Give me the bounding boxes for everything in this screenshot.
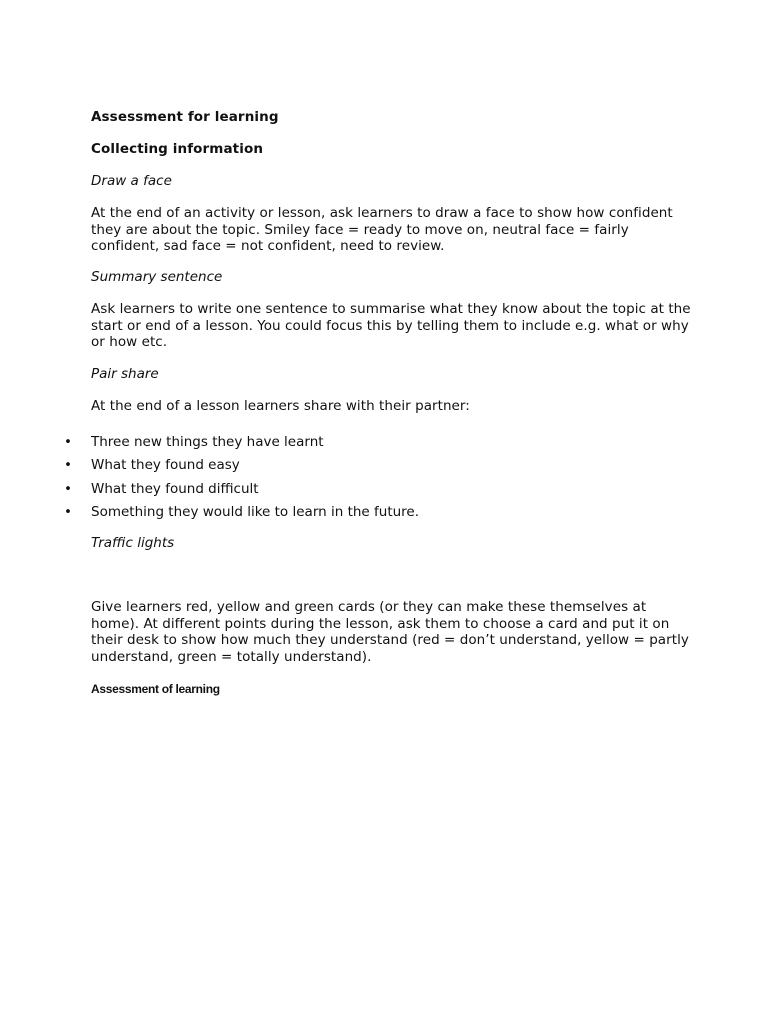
list-item-text: What they found difficult bbox=[91, 481, 259, 497]
paragraph-line: home). At different points during the lesson, ask them to choose a card and put it on bbox=[91, 615, 670, 632]
draw-face-title: Draw a face bbox=[91, 173, 172, 189]
list-item-text: Three new things they have learnt bbox=[91, 434, 324, 450]
bullet-icon: • bbox=[64, 457, 72, 473]
traffic-lights-title: Traffic lights bbox=[91, 535, 175, 551]
paragraph-line: At the end of an activity or lesson, ask learners to draw a face to show how confident bbox=[91, 205, 673, 221]
list-item-text: What they found easy bbox=[91, 457, 240, 473]
draw-face-paragraph bbox=[91, 205, 673, 255]
summary-sentence-paragraph bbox=[91, 301, 691, 351]
bullet-icon: • bbox=[64, 434, 72, 450]
paragraph-line: they are about the topic. Smiley face = ready to move on, neutral face = fairly bbox=[91, 221, 629, 238]
pair-share-title: Pair share bbox=[91, 366, 159, 382]
summary-sentence-title: Summary sentence bbox=[91, 269, 223, 285]
paragraph-line: Give learners red, yellow and green cards (or they can make these themselves at bbox=[91, 599, 647, 615]
pair-share-intro: At the end of a lesson learners share with their partner: bbox=[91, 398, 470, 414]
bullet-icon: • bbox=[64, 481, 72, 497]
bullet-icon: • bbox=[64, 504, 72, 520]
paragraph-line: understand, green = totally understand). bbox=[91, 648, 372, 665]
paragraph-line: their desk to show how much they understand (red = don’t understand, yellow = partly bbox=[91, 632, 689, 648]
list-item-text: Something they would like to learn in the future. bbox=[91, 504, 420, 520]
paragraph-line: confident, sad face = not confident, need to review. bbox=[91, 238, 445, 254]
next-section-heading: Assessment of learning bbox=[91, 682, 220, 696]
paragraph-line: start or end of a lesson. You could focus this by telling them to include e.g. what or why bbox=[91, 317, 689, 334]
page-heading: Assessment for learning bbox=[91, 109, 279, 125]
section-heading: Collecting information bbox=[91, 141, 264, 157]
traffic-lights-paragraph bbox=[91, 599, 689, 665]
paragraph-line: or how etc. bbox=[91, 334, 168, 350]
paragraph-line: Ask learners to write one sentence to summarise what they know about the topic at the bbox=[91, 301, 691, 317]
